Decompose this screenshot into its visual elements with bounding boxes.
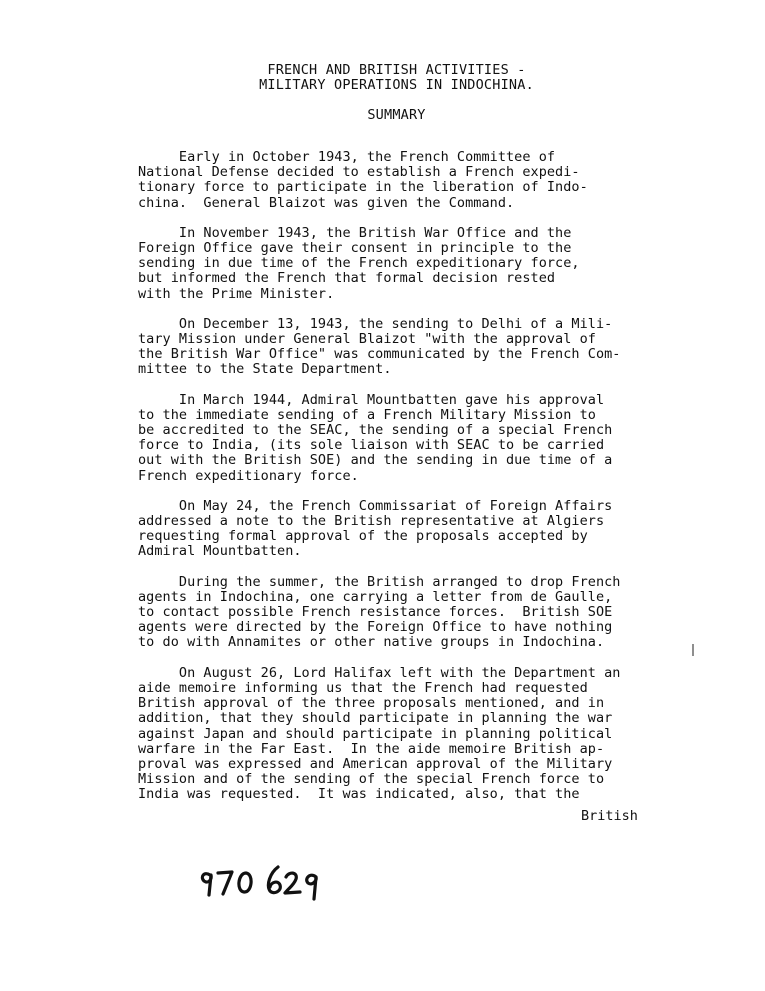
paragraph [138,150,698,211]
title-line-2: MILITARY OPERATIONS IN INDOCHINA. [259,77,534,93]
text-line: force to India, (its sole liaison with SEAC to be carried [138,437,605,454]
text-line: Admiral Mountbatten. [138,543,302,560]
text-line: against Japan and should participate in planning political [138,725,613,742]
text-line: British approval of the three proposals mentioned, and in [138,695,605,712]
text-line: to contact possible French resistance forces. British SOE [138,604,613,621]
text-line: During the summer, the British arranged to drop French [138,573,621,590]
paragraph [138,393,698,484]
section-heading: SUMMARY [367,107,426,123]
text-line: India was requested. It was indicated, also, that the [138,786,580,803]
text-line: On December 13, 1943, the sending to Delhi of a Mili- [138,315,613,332]
text-line: agents were directed by the Foreign Office to have nothing [138,619,613,636]
text-line: but informed the French that formal decision rested [138,270,556,287]
text-line: to the immediate sending of a French Military Mission to [138,406,596,423]
paragraph [138,317,698,378]
catchword: British [581,808,638,824]
text-line: addressed a note to the British representative at Algiers [138,513,605,530]
text-line: proval was expressed and American approval of the Military [138,755,613,772]
text-line: to do with Annamites or other native groups in Indochina. [138,634,605,651]
paragraph [138,226,698,302]
text-line: agents in Indochina, one carrying a letter from de Gaulle, [138,588,613,605]
text-line: china. General Blaizot was given the Command. [138,194,515,211]
text-line: addition, that they should participate in planning the war [138,710,613,727]
text-line: the British War Office" was communicated by the French Com- [138,346,621,363]
text-line: tary Mission under General Blaizot "with the approval of [138,331,596,348]
text-line: Mission and of the sending of the special French force to [138,771,605,788]
text-line: Foreign Office gave their consent in principle to the [138,240,572,257]
text-line: French expeditionary force. [138,467,359,484]
text-line: sending in due time of the French expeditionary force, [138,255,580,272]
paragraph [138,499,698,560]
margin-mark [690,644,696,656]
text-line: out with the British SOE) and the sending in due time of a [138,452,613,469]
text-line: be accredited to the SEAC, the sending of a special French [138,422,613,439]
text-line: with the Prime Minister. [138,285,335,302]
text-line: In March 1944, Admiral Mountbatten gave his approval [138,391,605,408]
document-title [0,63,765,93]
handwritten-note [196,861,336,901]
title-line-1: FRENCH AND BRITISH ACTIVITIES - [267,62,526,78]
text-line: warfare in the Far East. In the aide memoire British ap- [138,740,605,757]
text-line: Early in October 1943, the French Committee of [138,149,556,165]
text-line: On August 26, Lord Halifax left with the Department an [138,664,621,681]
paragraph [138,666,698,803]
body-text [138,150,698,818]
text-line: tionary force to participate in the liberation of Indo- [138,179,588,196]
text-line: aide memoire informing us that the French had requested [138,679,588,696]
paragraph [138,575,698,651]
text-line: In November 1943, the British War Office and the [138,224,572,241]
text-line: requesting formal approval of the proposals accepted by [138,528,588,545]
text-line: National Defense decided to establish a French expedi- [138,164,580,181]
text-line: On May 24, the French Commissariat of Foreign Affairs [138,497,613,514]
text-line: mittee to the State Department. [138,361,392,378]
